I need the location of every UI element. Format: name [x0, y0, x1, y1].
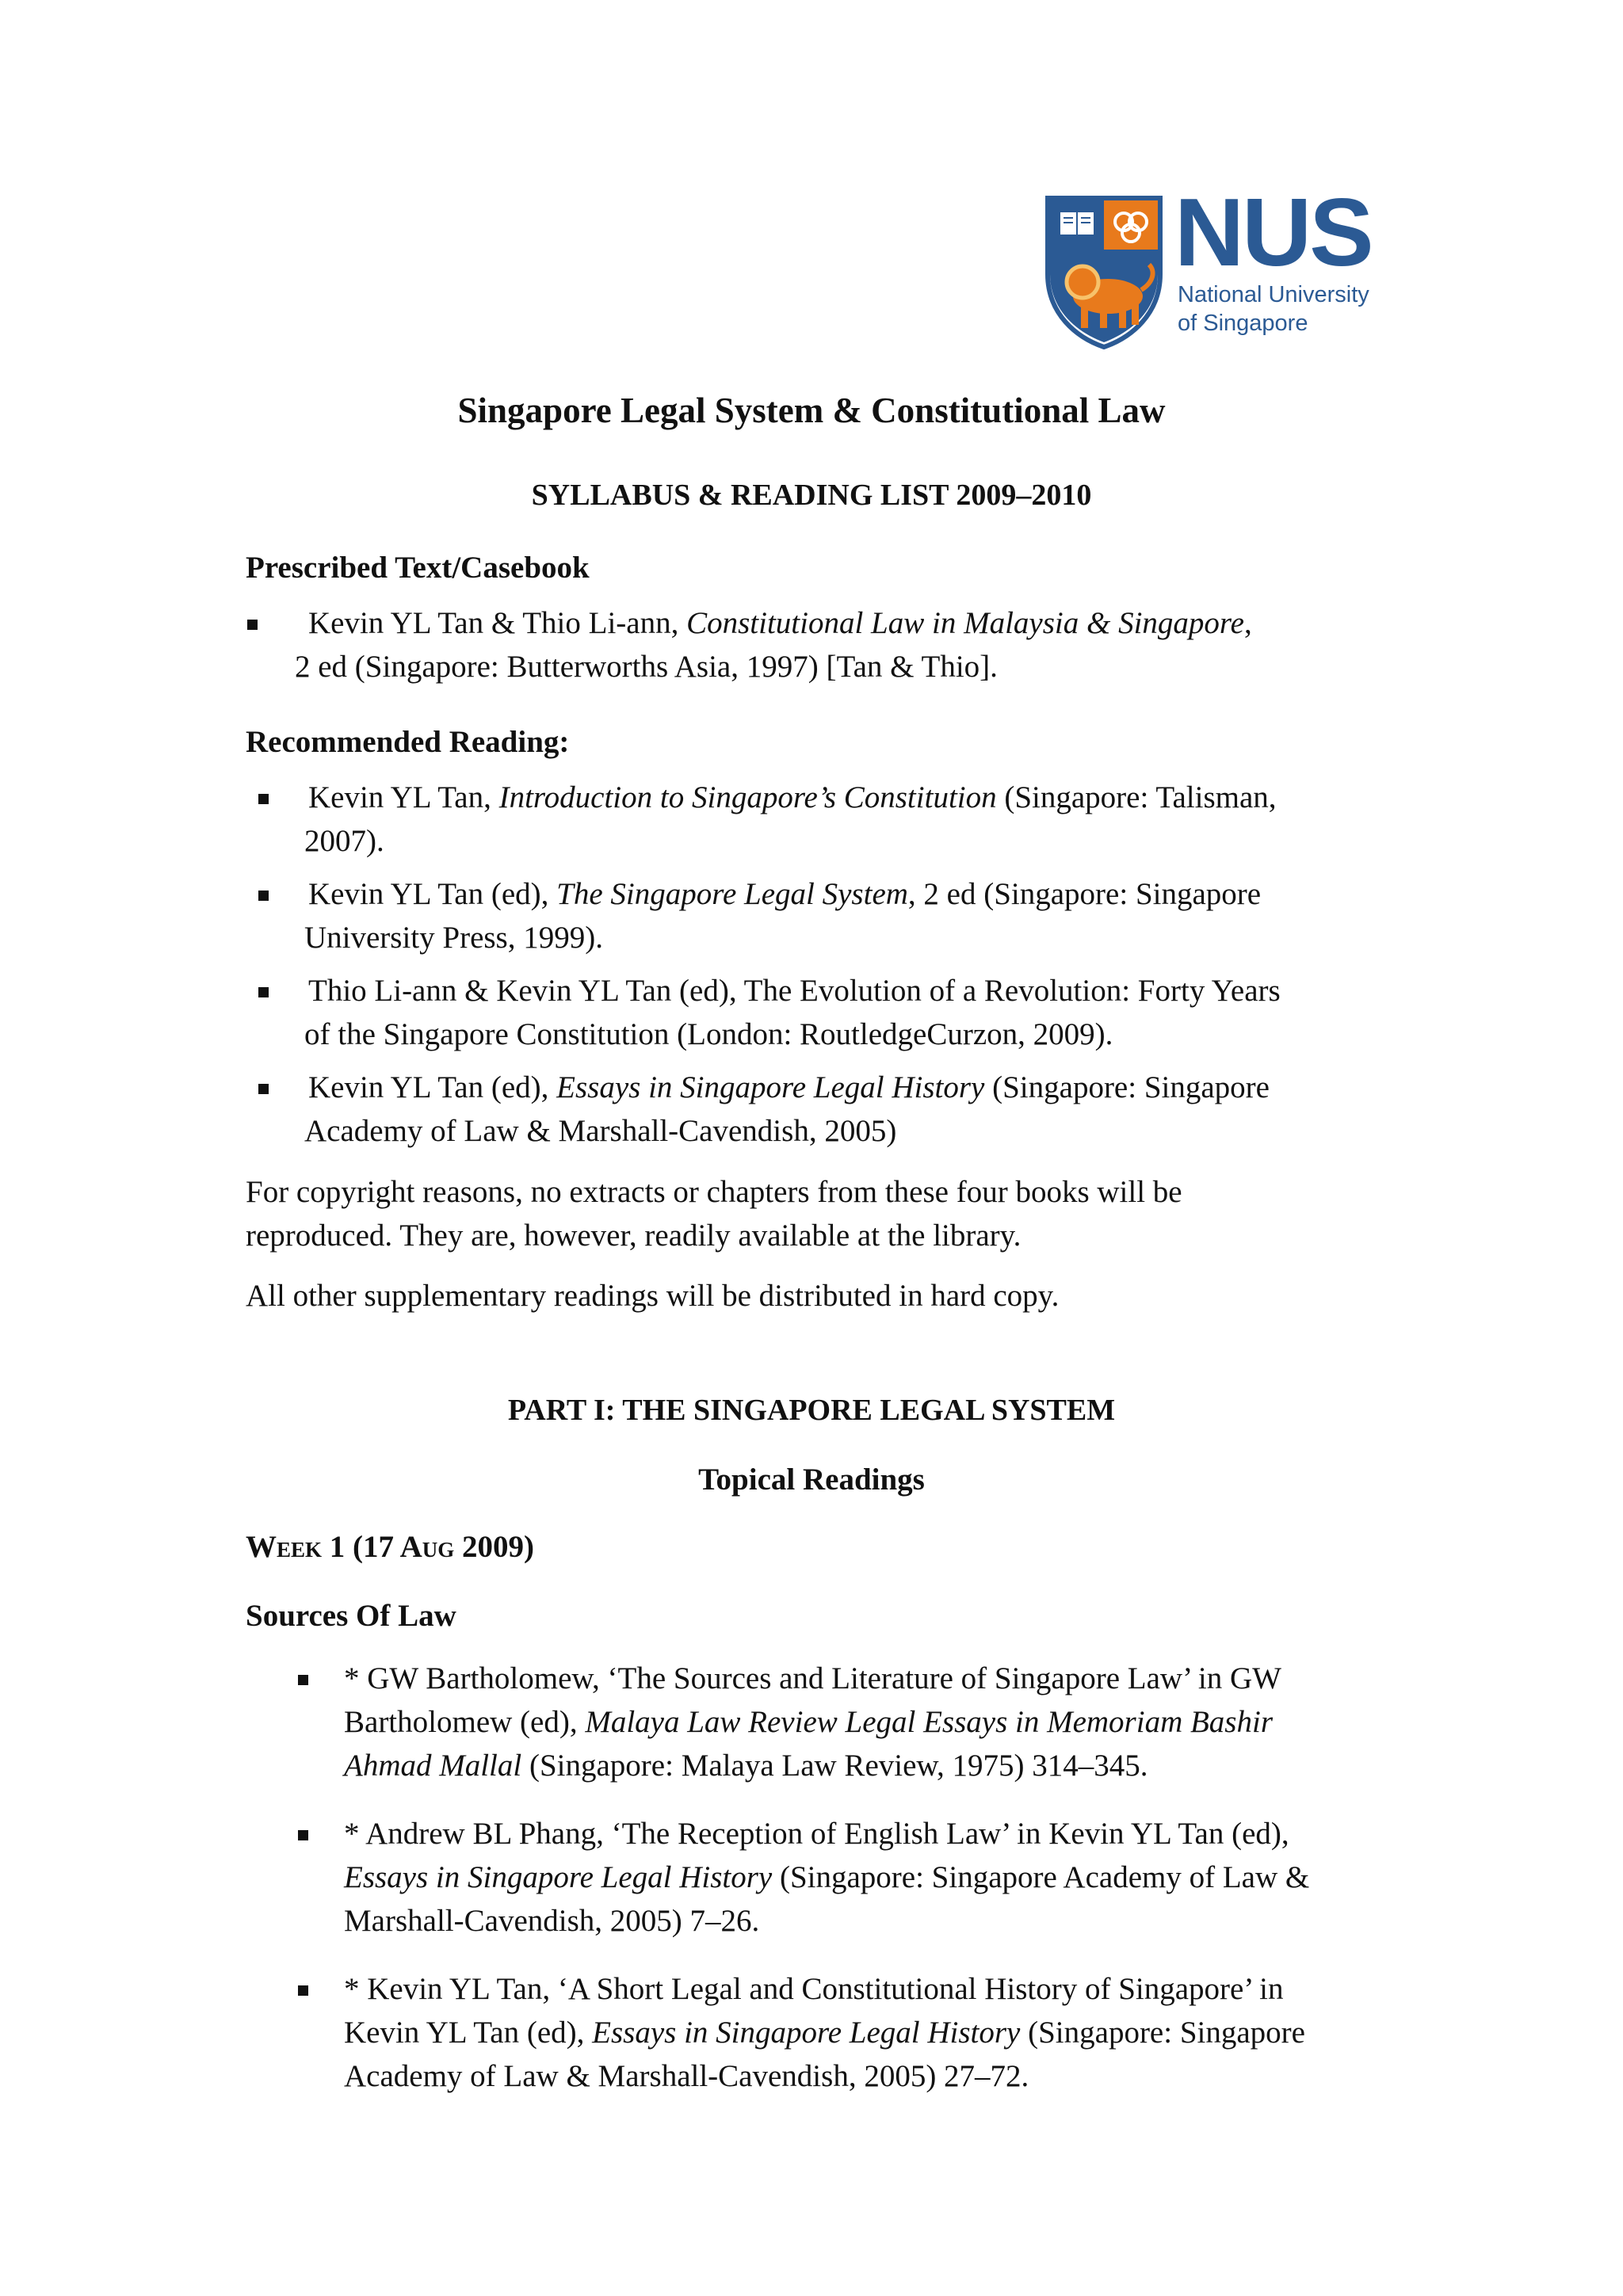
reading-2-line2: Essays in Singapore Legal History (Singapore: Singapore Academy of Law & — [344, 1860, 1310, 1894]
nus-wordmark: NUS — [1174, 178, 1372, 286]
nus-name-line2: of Singapore — [1178, 311, 1308, 336]
reading-2-line3: Marshall-Cavendish, 2005) 7–26. — [344, 1904, 760, 1938]
prescribed-heading: Prescribed Text/Casebook — [246, 551, 590, 585]
recommended-item-4-line2: Academy of Law & Marshall-Cavendish, 2005) — [304, 1114, 897, 1148]
nus-logo — [1044, 178, 1377, 353]
prescribed-item-line2: 2 ed (Singapore: Butterworths Asia, 1997) [Tan & Thio]. — [295, 650, 998, 684]
bullet-icon — [247, 620, 258, 630]
reading-1-line1: * GW Bartholomew, ‘The Sources and Literature of Singapore Law’ in GW — [344, 1661, 1281, 1695]
document-subtitle: SYLLABUS & READING LIST 2009–2010 — [531, 479, 1092, 512]
copyright-note-line1: For copyright reasons, no extracts or chapters from these four books will be — [246, 1175, 1182, 1209]
reading-2-line1: * Andrew BL Phang, ‘The Reception of English Law’ in Kevin YL Tan (ed), — [344, 1817, 1289, 1851]
part-title: PART I: THE SINGAPORE LEGAL SYSTEM — [507, 1394, 1116, 1427]
bullet-icon — [258, 987, 269, 997]
recommended-heading: Recommended Reading: — [246, 725, 570, 759]
part-subtitle: Topical Readings — [698, 1463, 925, 1497]
reading-3-line3: Academy of Law & Marshall-Cavendish, 2005) 27–72. — [344, 2059, 1029, 2093]
recommended-item-3-line2: of the Singapore Constitution (London: RoutledgeCurzon, 2009). — [304, 1017, 1113, 1051]
recommended-item-2-line2: University Press, 1999). — [304, 921, 603, 955]
recommended-item-1-line2: 2007). — [304, 824, 384, 858]
reading-1-line2: Bartholomew (ed), Malaya Law Review Legal Essays in Memoriam Bashir — [344, 1705, 1274, 1739]
recommended-item-2-line1: Kevin YL Tan (ed), The Singapore Legal System, 2 ed (Singapore: Singapore — [308, 877, 1262, 911]
bullet-icon — [258, 794, 269, 804]
supplementary-note: All other supplementary readings will be distributed in hard copy. — [246, 1279, 1060, 1313]
nus-name-line1: National University — [1178, 282, 1369, 307]
bullet-icon — [258, 891, 269, 901]
bullet-icon — [298, 1830, 308, 1840]
bullet-icon — [258, 1084, 269, 1094]
bullet-icon — [298, 1985, 308, 1996]
reading-1-line3: Ahmad Mallal (Singapore: Malaya Law Review, 1975) 314–345. — [344, 1749, 1148, 1783]
reading-3-line1: * Kevin YL Tan, ‘A Short Legal and Constitutional History of Singapore’ in — [344, 1972, 1284, 2006]
nus-crest-icon — [1044, 195, 1163, 350]
reading-3-line2: Kevin YL Tan (ed), Essays in Singapore Legal History (Singapore: Singapore — [344, 2016, 1305, 2050]
copyright-note-line2: reproduced. They are, however, readily available at the library. — [246, 1219, 1022, 1253]
week-heading: Week 1 (17 Aug 2009) — [246, 1530, 535, 1564]
recommended-item-4-line1: Kevin YL Tan (ed), Essays in Singapore Legal History (Singapore: Singapore — [308, 1070, 1270, 1104]
recommended-item-3-line1: Thio Li-ann & Kevin YL Tan (ed), The Evolution of a Revolution: Forty Years — [308, 974, 1281, 1008]
document-title: Singapore Legal System & Constitutional Law — [457, 391, 1166, 430]
recommended-item-1-line1: Kevin YL Tan, Introduction to Singapore’s Constitution (Singapore: Talisman, — [308, 780, 1277, 814]
topic-heading: Sources Of Law — [246, 1599, 456, 1633]
bullet-icon — [298, 1675, 308, 1685]
prescribed-item-line1: Kevin YL Tan & Thio Li-ann, Constitutional Law in Malaysia & Singapore, — [308, 606, 1252, 640]
